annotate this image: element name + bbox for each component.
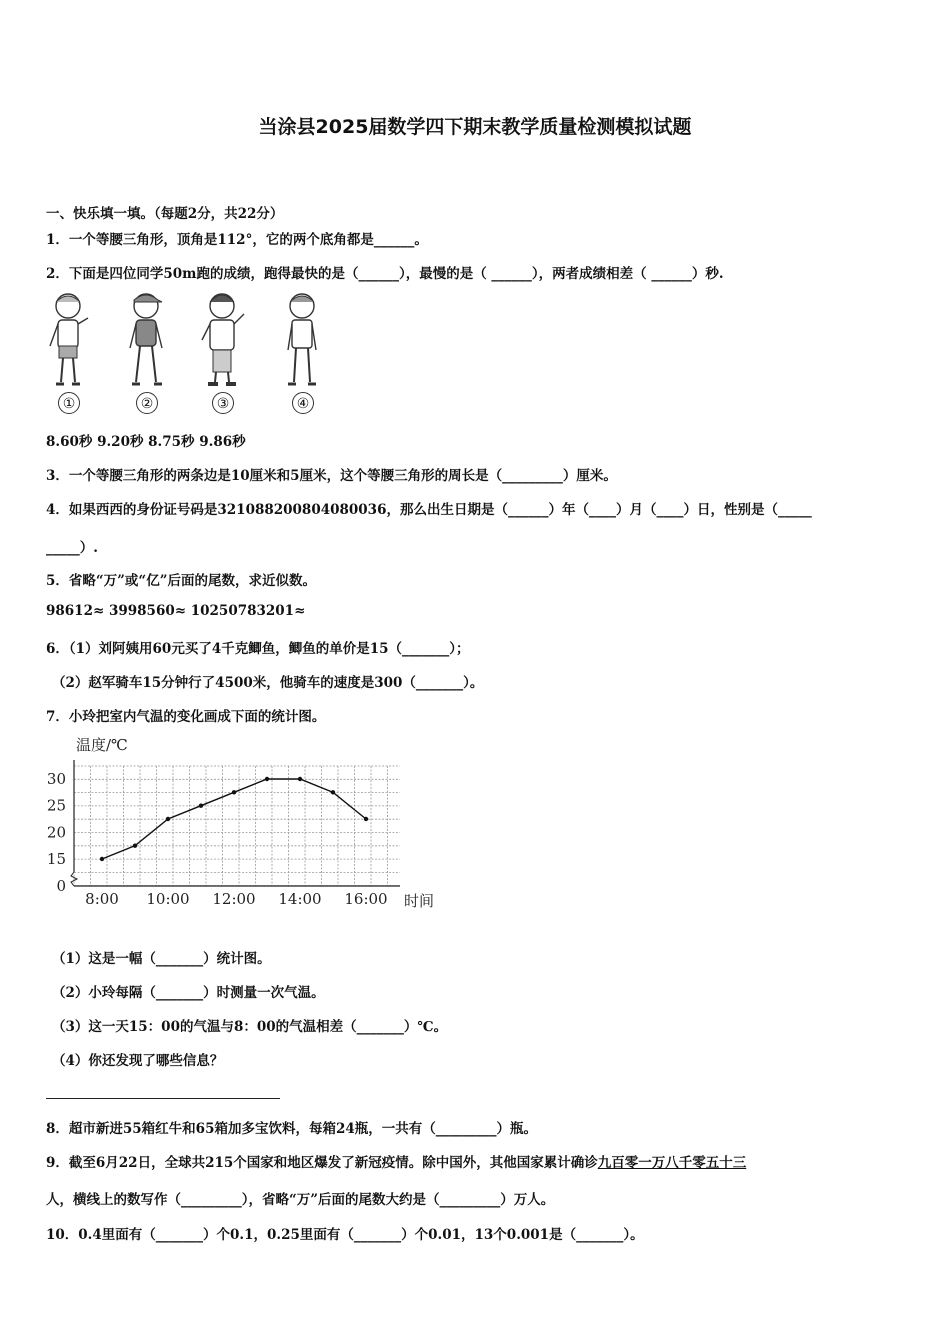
page-title: 当涂县2025届数学四下期末教学质量检测模拟试题	[258, 116, 692, 138]
question-4-line-1: 4．如果西西的身份证号码是321088200804080036，那么出生日期是（______）年（____）月（____）日，性别是（_____	[46, 502, 812, 518]
question-7-part-2: （2）小玲每隔（_______）时测量一次气温。	[52, 985, 325, 1001]
question-2-times: 8.60秒 9.20秒 8.75秒 9.86秒	[46, 434, 246, 450]
temperature-data-point	[364, 817, 368, 821]
chart-ticks	[47, 770, 388, 908]
y-tick-label: 25	[46, 796, 66, 815]
question-7-part-1: （1）这是一幅（_______）统计图。	[52, 951, 271, 967]
question-7-part-4: （4）你还发现了哪些信息？	[52, 1053, 224, 1069]
question-9-underlined-number: 九百零一万八千零五十三	[597, 1155, 747, 1171]
question-6-part-2: （2）赵军骑车15分钟行了4500米，他骑车的速度是300（_______）。	[52, 675, 484, 691]
boy-figure-1-icon	[44, 290, 94, 390]
question-9-line-1	[46, 1151, 746, 1171]
chart-x-axis-label: 时间	[404, 892, 435, 910]
x-tick-label: 16:00	[344, 890, 388, 908]
figure-number-1: ①	[58, 392, 80, 414]
temperature-data-point	[100, 857, 104, 861]
temperature-data-point	[199, 803, 203, 807]
temperature-data-point	[166, 817, 170, 821]
question-9-line-2: 人，横线上的数写作（_________），省略“万”后面的尾数大约是（_________）万人。	[46, 1192, 555, 1208]
question-7-part-3: （3）这一天15：00的气温与8：00的气温相差（_______）℃。	[52, 1019, 448, 1035]
question-3: 3．一个等腰三角形的两条边是10厘米和5厘米，这个等腰三角形的周长是（_________）厘米。	[46, 468, 617, 484]
chart-y-axis-label: 温度/℃	[76, 736, 128, 754]
question-5-items: 98612≈ 3998560≈ 10250783201≈	[46, 603, 306, 619]
question-1: 1．一个等腰三角形，顶角是112°，它的两个底角都是______。	[46, 232, 428, 248]
figure-number-3: ③	[212, 392, 234, 414]
figure-number-4: ④	[292, 392, 314, 414]
runner-figures	[44, 290, 334, 418]
boy-figure-3-icon	[198, 290, 248, 390]
temperature-data-point	[265, 777, 269, 781]
x-tick-label: 10:00	[146, 890, 190, 908]
question-8: 8．超市新进55箱红牛和65箱加多宝饮料，每箱24瓶，一共有（_________）瓶。	[46, 1121, 538, 1137]
temperature-line-chart	[44, 730, 444, 915]
y-tick-label: 15	[46, 850, 66, 868]
x-tick-label: 8:00	[85, 890, 119, 908]
question-10: 10．0.4里面有（_______）个0.1，0.25里面有（_______）个0.01，13个0.001是（_______）。	[46, 1227, 644, 1243]
y-tick-label: 0	[56, 877, 66, 895]
question-9-text: 9．截至6月22日，全球共215个国家和地区爆发了新冠疫情。除中国外，其他国家累计确诊	[46, 1155, 598, 1171]
x-tick-label: 14:00	[278, 890, 322, 908]
boy-figure-2-icon	[122, 290, 172, 390]
answer-line	[46, 1098, 280, 1099]
temperature-data-point	[133, 843, 137, 847]
temperature-data-point	[298, 777, 302, 781]
question-7: 7．小玲把室内气温的变化画成下面的统计图。	[46, 709, 326, 725]
y-tick-label: 30	[46, 770, 66, 788]
chart-grid	[74, 766, 400, 886]
question-4-line-2: _____）.	[46, 540, 98, 556]
boy-figure-4-icon	[278, 290, 328, 390]
x-tick-label: 12:00	[212, 890, 256, 908]
question-5: 5．省略“万”或“亿”后面的尾数，求近似数。	[46, 573, 316, 589]
figure-number-2: ②	[136, 392, 158, 414]
question-6-part-1: 6．（1）刘阿姨用60元买了4千克鲫鱼，鲫鱼的单价是15（_______）；	[46, 641, 470, 657]
y-tick-label: 20	[46, 823, 66, 842]
temperature-data-point	[331, 790, 335, 794]
question-2: 2．下面是四位同学50m跑的成绩，跑得最快的是（______），最慢的是（ ______），两者成绩相差（ ______）秒.	[46, 266, 724, 282]
section-heading: 一、快乐填一填。（每题2分，共22分）	[46, 206, 284, 222]
temperature-data-point	[232, 790, 236, 794]
